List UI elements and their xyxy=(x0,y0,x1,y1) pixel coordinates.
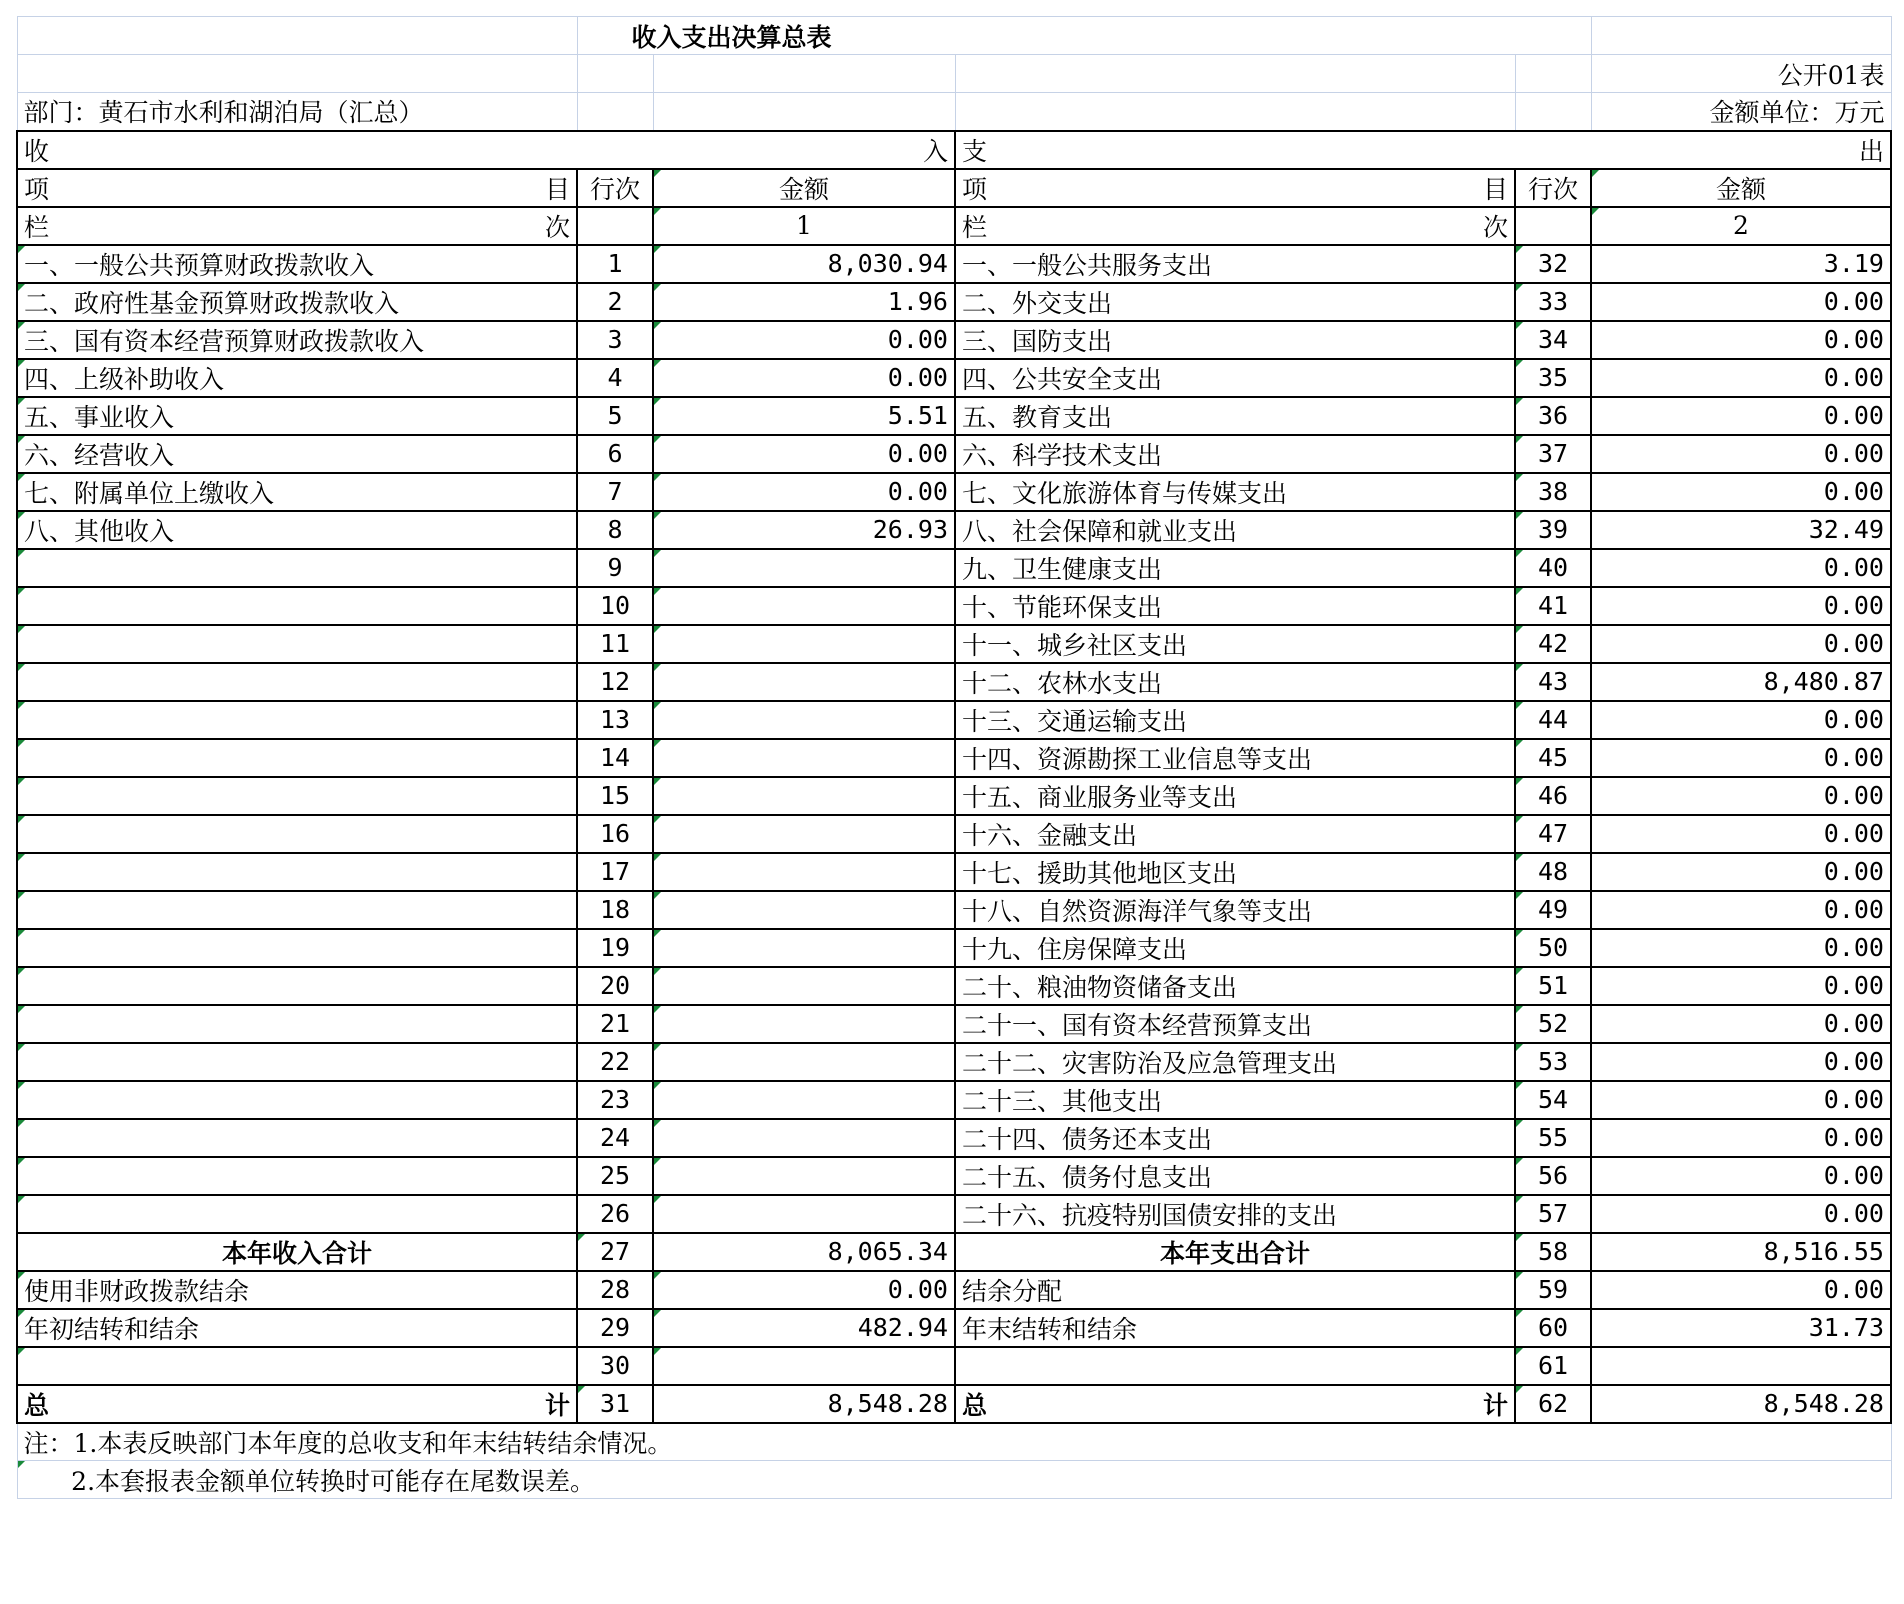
expense-row-number[interactable]: 53 xyxy=(1515,1043,1591,1081)
expense-column-header[interactable] xyxy=(955,207,1515,245)
income-amount-cell[interactable] xyxy=(653,587,955,625)
income-row-number[interactable]: 2 xyxy=(577,283,653,321)
expense-item-cell[interactable]: 十六、金融支出 xyxy=(955,815,1515,853)
expense-row-number[interactable]: 51 xyxy=(1515,967,1591,1005)
income-col-number[interactable]: 1 xyxy=(653,207,955,245)
income-item-cell[interactable] xyxy=(17,549,577,587)
income-section-header[interactable] xyxy=(17,131,955,169)
expense-item-cell[interactable]: 七、文化旅游体育与传媒支出 xyxy=(955,473,1515,511)
expense-row-number[interactable]: 54 xyxy=(1515,1081,1591,1119)
table-row xyxy=(17,549,1891,587)
expense-row-number[interactable]: 62 xyxy=(1515,1385,1591,1423)
note-text[interactable]: 注：1.本表反映部门本年度的总收支和年末结转结余情况。 xyxy=(17,1423,1891,1461)
col-header-left: 栏 xyxy=(24,212,50,242)
expense-amount-cell[interactable]: 0.00 xyxy=(1591,701,1891,739)
income-row-number[interactable]: 24 xyxy=(577,1119,653,1157)
income-item-cell[interactable] xyxy=(17,853,577,891)
income-item-cell[interactable]: 二、政府性基金预算财政拨款收入 xyxy=(17,283,577,321)
income-row-number[interactable]: 18 xyxy=(577,891,653,929)
item-header-right: 目 xyxy=(1482,174,1508,204)
income-row-number[interactable]: 4 xyxy=(577,359,653,397)
income-item-cell[interactable] xyxy=(17,1005,577,1043)
income-item-cell[interactable] xyxy=(17,1043,577,1081)
income-row-number[interactable]: 11 xyxy=(577,625,653,663)
income-row-number[interactable]: 7 xyxy=(577,473,653,511)
expense-row-number[interactable]: 41 xyxy=(1515,587,1591,625)
table-row xyxy=(17,397,1891,435)
table-row xyxy=(17,1309,1891,1347)
empty-cell[interactable] xyxy=(577,207,653,245)
expense-row-number[interactable]: 38 xyxy=(1515,473,1591,511)
expense-item-cell[interactable]: 十九、住房保障支出 xyxy=(955,929,1515,967)
expense-row-number[interactable]: 52 xyxy=(1515,1005,1591,1043)
expense-amount-cell[interactable]: 0.00 xyxy=(1591,1119,1891,1157)
income-row-number[interactable]: 16 xyxy=(577,815,653,853)
income-amount-cell[interactable]: 0.00 xyxy=(653,1271,955,1309)
col-header-left: 栏 xyxy=(962,212,988,242)
expense-item-cell[interactable]: 十五、商业服务业等支出 xyxy=(955,777,1515,815)
income-row-number[interactable]: 26 xyxy=(577,1195,653,1233)
expense-row-number[interactable]: 32 xyxy=(1515,245,1591,283)
expense-amount-cell[interactable]: 0.00 xyxy=(1591,815,1891,853)
expense-amount-cell[interactable]: 0.00 xyxy=(1591,1195,1891,1233)
empty-cell[interactable] xyxy=(1515,93,1591,131)
income-amount-cell[interactable] xyxy=(653,663,955,701)
income-item-cell[interactable] xyxy=(17,1195,577,1233)
expense-row-number[interactable]: 37 xyxy=(1515,435,1591,473)
empty-cell[interactable] xyxy=(17,17,577,55)
expense-rowno-header[interactable]: 行次 xyxy=(1515,169,1591,207)
empty-cell[interactable] xyxy=(653,93,955,131)
table-row xyxy=(17,663,1891,701)
income-amount-cell[interactable]: 1.96 xyxy=(653,283,955,321)
expense-amount-cell[interactable]: 0.00 xyxy=(1591,625,1891,663)
expense-amount-cell[interactable]: 0.00 xyxy=(1591,929,1891,967)
empty-cell[interactable] xyxy=(577,93,653,131)
expense-amount-cell[interactable]: 31.73 xyxy=(1591,1309,1891,1347)
income-row-number[interactable]: 9 xyxy=(577,549,653,587)
expense-grand-total-label[interactable] xyxy=(955,1385,1515,1423)
income-grand-total-amount[interactable]: 8,548.28 xyxy=(653,1385,955,1423)
income-row-number[interactable]: 22 xyxy=(577,1043,653,1081)
grand-total-right: 计 xyxy=(544,1390,570,1420)
expense-amount-cell[interactable]: 0.00 xyxy=(1591,777,1891,815)
item-header-left: 项 xyxy=(24,174,50,204)
grand-total-right: 计 xyxy=(1482,1390,1508,1420)
income-amount-cell[interactable] xyxy=(653,625,955,663)
income-amount-cell[interactable] xyxy=(653,1005,955,1043)
income-row-number[interactable]: 12 xyxy=(577,663,653,701)
income-item-cell[interactable]: 五、事业收入 xyxy=(17,397,577,435)
income-row-number[interactable]: 13 xyxy=(577,701,653,739)
income-item-cell[interactable]: 七、附属单位上缴收入 xyxy=(17,473,577,511)
empty-cell[interactable] xyxy=(955,93,1515,131)
expense-year-total-amount[interactable]: 8,516.55 xyxy=(1591,1233,1891,1271)
expense-item-cell[interactable]: 二十六、抗疫特别国债安排的支出 xyxy=(955,1195,1515,1233)
expense-item-cell[interactable]: 八、社会保障和就业支出 xyxy=(955,511,1515,549)
income-row-number[interactable]: 14 xyxy=(577,739,653,777)
income-amount-cell[interactable] xyxy=(653,739,955,777)
income-row-number[interactable]: 30 xyxy=(577,1347,653,1385)
expense-row-number[interactable]: 35 xyxy=(1515,359,1591,397)
income-item-cell[interactable] xyxy=(17,1081,577,1119)
expense-item-header[interactable] xyxy=(955,169,1515,207)
expense-amount-cell[interactable]: 32.49 xyxy=(1591,511,1891,549)
expense-item-cell[interactable]: 十二、农林水支出 xyxy=(955,663,1515,701)
expense-col-number[interactable]: 2 xyxy=(1591,207,1891,245)
income-row-number[interactable]: 6 xyxy=(577,435,653,473)
expense-amount-cell[interactable]: 0.00 xyxy=(1591,359,1891,397)
income-amount-cell[interactable]: 8,030.94 xyxy=(653,245,955,283)
form-code[interactable]: 公开01表 xyxy=(1591,55,1891,93)
income-row-number[interactable]: 31 xyxy=(577,1385,653,1423)
expense-row-number[interactable]: 43 xyxy=(1515,663,1591,701)
expense-amount-cell[interactable]: 0.00 xyxy=(1591,1157,1891,1195)
table-row xyxy=(17,283,1891,321)
income-row-number[interactable]: 19 xyxy=(577,929,653,967)
expense-item-cell[interactable]: 十七、援助其他地区支出 xyxy=(955,853,1515,891)
expense-item-cell[interactable]: 三、国防支出 xyxy=(955,321,1515,359)
income-amount-cell[interactable]: 482.94 xyxy=(653,1309,955,1347)
income-amount-cell[interactable] xyxy=(653,1043,955,1081)
income-item-cell[interactable] xyxy=(17,1119,577,1157)
income-item-cell[interactable] xyxy=(17,701,577,739)
empty-cell[interactable] xyxy=(17,55,577,93)
expense-row-number[interactable]: 45 xyxy=(1515,739,1591,777)
income-item-cell[interactable]: 年初结转和结余 xyxy=(17,1309,577,1347)
expense-item-cell[interactable]: 六、科学技术支出 xyxy=(955,435,1515,473)
expense-item-cell[interactable]: 十八、自然资源海洋气象等支出 xyxy=(955,891,1515,929)
income-amount-cell[interactable] xyxy=(653,1157,955,1195)
income-item-cell[interactable]: 一、一般公共预算财政拨款收入 xyxy=(17,245,577,283)
table-row xyxy=(17,815,1891,853)
expense-item-cell[interactable]: 四、公共安全支出 xyxy=(955,359,1515,397)
expense-item-cell[interactable]: 二十二、灾害防治及应急管理支出 xyxy=(955,1043,1515,1081)
income-amount-cell[interactable]: 0.00 xyxy=(653,473,955,511)
table-row xyxy=(17,1195,1891,1233)
note-row xyxy=(17,1423,1891,1461)
table-row xyxy=(17,245,1891,283)
income-row-number[interactable]: 10 xyxy=(577,587,653,625)
income-row-number[interactable]: 28 xyxy=(577,1271,653,1309)
expense-header-left: 支 xyxy=(962,136,988,166)
expense-row-number[interactable]: 55 xyxy=(1515,1119,1591,1157)
expense-amount-cell[interactable]: 0.00 xyxy=(1591,1271,1891,1309)
expense-item-cell[interactable]: 二十、粮油物资储备支出 xyxy=(955,967,1515,1005)
table-row xyxy=(17,967,1891,1005)
income-grand-total-label[interactable] xyxy=(17,1385,577,1423)
expense-amount-cell[interactable]: 0.00 xyxy=(1591,967,1891,1005)
expense-row-number[interactable]: 33 xyxy=(1515,283,1591,321)
expense-item-cell[interactable]: 结余分配 xyxy=(955,1271,1515,1309)
income-item-cell[interactable] xyxy=(17,777,577,815)
expense-row-number[interactable]: 34 xyxy=(1515,321,1591,359)
expense-row-number[interactable]: 49 xyxy=(1515,891,1591,929)
income-row-number[interactable]: 1 xyxy=(577,245,653,283)
income-row-number[interactable]: 21 xyxy=(577,1005,653,1043)
income-amount-cell[interactable]: 26.93 xyxy=(653,511,955,549)
income-amount-cell[interactable] xyxy=(653,853,955,891)
income-row-number[interactable]: 23 xyxy=(577,1081,653,1119)
table-row xyxy=(17,1347,1891,1385)
department-label[interactable]: 部门：黄石市水利和湖泊局（汇总） xyxy=(17,93,577,131)
income-row-number[interactable]: 20 xyxy=(577,967,653,1005)
income-item-cell[interactable] xyxy=(17,891,577,929)
income-column-header[interactable] xyxy=(17,207,577,245)
expense-item-cell[interactable]: 二十一、国有资本经营预算支出 xyxy=(955,1005,1515,1043)
income-amount-cell[interactable]: 0.00 xyxy=(653,359,955,397)
income-item-cell[interactable] xyxy=(17,663,577,701)
table-row xyxy=(17,359,1891,397)
table-row xyxy=(17,435,1891,473)
income-item-cell[interactable] xyxy=(17,967,577,1005)
income-amount-header[interactable]: 金额 xyxy=(653,169,955,207)
income-year-total-label[interactable]: 本年收入合计 xyxy=(17,1233,577,1271)
expense-row-number[interactable]: 50 xyxy=(1515,929,1591,967)
expense-amount-cell[interactable]: 0.00 xyxy=(1591,397,1891,435)
income-item-cell[interactable] xyxy=(17,1347,577,1385)
expense-amount-cell[interactable]: 0.00 xyxy=(1591,739,1891,777)
table-row xyxy=(17,739,1891,777)
income-row-number[interactable]: 25 xyxy=(577,1157,653,1195)
expense-item-cell[interactable]: 二十三、其他支出 xyxy=(955,1081,1515,1119)
income-item-cell[interactable]: 使用非财政拨款结余 xyxy=(17,1271,577,1309)
expense-item-cell[interactable]: 五、教育支出 xyxy=(955,397,1515,435)
empty-cell[interactable] xyxy=(1515,207,1591,245)
expense-item-cell[interactable]: 九、卫生健康支出 xyxy=(955,549,1515,587)
income-year-total-amount[interactable]: 8,065.34 xyxy=(653,1233,955,1271)
income-item-cell[interactable] xyxy=(17,1157,577,1195)
income-amount-cell[interactable] xyxy=(653,1119,955,1157)
income-item-cell[interactable] xyxy=(17,587,577,625)
item-header-left: 项 xyxy=(962,174,988,204)
income-row-number[interactable]: 8 xyxy=(577,511,653,549)
expense-row-number[interactable]: 59 xyxy=(1515,1271,1591,1309)
expense-amount-cell[interactable]: 0.00 xyxy=(1591,1005,1891,1043)
income-item-cell[interactable]: 三、国有资本经营预算财政拨款收入 xyxy=(17,321,577,359)
expense-amount-cell[interactable]: 3.19 xyxy=(1591,245,1891,283)
expense-row-number[interactable]: 36 xyxy=(1515,397,1591,435)
expense-item-cell[interactable]: 年末结转和结余 xyxy=(955,1309,1515,1347)
income-header-right: 入 xyxy=(922,136,948,166)
expense-row-number[interactable]: 46 xyxy=(1515,777,1591,815)
expense-row-number[interactable]: 47 xyxy=(1515,815,1591,853)
expense-item-cell[interactable]: 十四、资源勘探工业信息等支出 xyxy=(955,739,1515,777)
table-row xyxy=(17,587,1891,625)
table-row xyxy=(17,777,1891,815)
income-item-cell[interactable]: 六、经营收入 xyxy=(17,435,577,473)
income-amount-cell[interactable] xyxy=(653,1347,955,1385)
table-row xyxy=(17,321,1891,359)
income-amount-cell[interactable] xyxy=(653,891,955,929)
expense-amount-cell[interactable] xyxy=(1591,1347,1891,1385)
table-row xyxy=(17,1043,1891,1081)
table-row xyxy=(17,701,1891,739)
expense-amount-cell[interactable]: 8,480.87 xyxy=(1591,663,1891,701)
expense-row-number[interactable]: 39 xyxy=(1515,511,1591,549)
expense-item-cell[interactable]: 十一、城乡社区支出 xyxy=(955,625,1515,663)
expense-amount-cell[interactable]: 0.00 xyxy=(1591,1043,1891,1081)
table-row xyxy=(17,1119,1891,1157)
income-amount-cell[interactable] xyxy=(653,549,955,587)
empty-cell[interactable] xyxy=(653,55,955,93)
expense-amount-cell[interactable]: 0.00 xyxy=(1591,473,1891,511)
income-amount-cell[interactable] xyxy=(653,967,955,1005)
expense-item-cell[interactable]: 十、节能环保支出 xyxy=(955,587,1515,625)
income-amount-cell[interactable] xyxy=(653,1195,955,1233)
income-header-left: 收 xyxy=(24,136,50,166)
expense-item-cell[interactable]: 十三、交通运输支出 xyxy=(955,701,1515,739)
expense-row-number[interactable]: 40 xyxy=(1515,549,1591,587)
income-rowno-header[interactable]: 行次 xyxy=(577,169,653,207)
expense-row-number[interactable]: 56 xyxy=(1515,1157,1591,1195)
expense-amount-cell[interactable]: 0.00 xyxy=(1591,435,1891,473)
empty-cell[interactable] xyxy=(955,55,1515,93)
grand-total-left: 总 xyxy=(24,1390,50,1420)
income-item-cell[interactable]: 八、其他收入 xyxy=(17,511,577,549)
expense-row-number[interactable]: 42 xyxy=(1515,625,1591,663)
expense-amount-cell[interactable]: 0.00 xyxy=(1591,587,1891,625)
expense-amount-cell[interactable]: 0.00 xyxy=(1591,1081,1891,1119)
table-row xyxy=(17,473,1891,511)
table-row xyxy=(17,929,1891,967)
income-row-number[interactable]: 5 xyxy=(577,397,653,435)
expense-amount-cell[interactable]: 0.00 xyxy=(1591,321,1891,359)
expense-row-number[interactable]: 61 xyxy=(1515,1347,1591,1385)
income-amount-cell[interactable] xyxy=(653,777,955,815)
income-row-number[interactable]: 29 xyxy=(577,1309,653,1347)
grand-total-left: 总 xyxy=(962,1390,988,1420)
income-item-cell[interactable] xyxy=(17,815,577,853)
income-item-cell[interactable] xyxy=(17,625,577,663)
income-amount-cell[interactable]: 5.51 xyxy=(653,397,955,435)
expense-header-right: 出 xyxy=(1858,136,1884,166)
table-row xyxy=(17,853,1891,891)
unit-label[interactable]: 金额单位：万元 xyxy=(1591,93,1891,131)
income-amount-cell[interactable] xyxy=(653,1081,955,1119)
expense-item-cell[interactable]: 二十四、债务还本支出 xyxy=(955,1119,1515,1157)
spreadsheet-table xyxy=(16,16,1892,1499)
table-row xyxy=(17,1005,1891,1043)
col-header-right: 次 xyxy=(1482,212,1508,242)
income-row-number[interactable]: 17 xyxy=(577,853,653,891)
expense-amount-header[interactable]: 金额 xyxy=(1591,169,1891,207)
table-row xyxy=(17,625,1891,663)
table-row xyxy=(17,1157,1891,1195)
income-item-cell[interactable] xyxy=(17,739,577,777)
grand-total-row xyxy=(17,1385,1891,1423)
item-header-right: 目 xyxy=(544,174,570,204)
expense-row-number[interactable]: 44 xyxy=(1515,701,1591,739)
expense-row-number[interactable]: 48 xyxy=(1515,853,1591,891)
income-amount-cell[interactable] xyxy=(653,701,955,739)
expense-row-number[interactable]: 58 xyxy=(1515,1233,1591,1271)
expense-section-header[interactable] xyxy=(955,131,1891,169)
expense-grand-total-amount[interactable]: 8,548.28 xyxy=(1591,1385,1891,1423)
income-amount-cell[interactable]: 0.00 xyxy=(653,321,955,359)
empty-cell[interactable] xyxy=(1591,17,1891,55)
note-text[interactable]: 2.本套报表金额单位转换时可能存在尾数误差。 xyxy=(17,1461,1891,1499)
table-row xyxy=(17,1271,1891,1309)
expense-row-number[interactable]: 60 xyxy=(1515,1309,1591,1347)
income-row-number[interactable]: 3 xyxy=(577,321,653,359)
expense-amount-cell[interactable]: 0.00 xyxy=(1591,891,1891,929)
table-row xyxy=(17,511,1891,549)
income-item-cell[interactable]: 四、上级补助收入 xyxy=(17,359,577,397)
expense-item-cell[interactable]: 一、一般公共服务支出 xyxy=(955,245,1515,283)
empty-cell[interactable] xyxy=(1515,55,1591,93)
income-amount-cell[interactable] xyxy=(653,929,955,967)
expense-amount-cell[interactable]: 0.00 xyxy=(1591,853,1891,891)
expense-item-cell[interactable]: 二十五、债务付息支出 xyxy=(955,1157,1515,1195)
income-amount-cell[interactable]: 0.00 xyxy=(653,435,955,473)
sheet-title[interactable]: 收入支出决算总表 xyxy=(577,17,1591,55)
year-total-row xyxy=(17,1233,1891,1271)
empty-cell[interactable] xyxy=(577,55,653,93)
income-row-number[interactable]: 15 xyxy=(577,777,653,815)
col-header-right: 次 xyxy=(544,212,570,242)
expense-year-total-label[interactable]: 本年支出合计 xyxy=(955,1233,1515,1271)
expense-item-cell[interactable]: 二、外交支出 xyxy=(955,283,1515,321)
expense-amount-cell[interactable]: 0.00 xyxy=(1591,549,1891,587)
expense-row-number[interactable]: 57 xyxy=(1515,1195,1591,1233)
income-row-number[interactable]: 27 xyxy=(577,1233,653,1271)
expense-amount-cell[interactable]: 0.00 xyxy=(1591,283,1891,321)
income-item-header[interactable] xyxy=(17,169,577,207)
expense-item-cell[interactable] xyxy=(955,1347,1515,1385)
note-row xyxy=(17,1461,1891,1499)
income-amount-cell[interactable] xyxy=(653,815,955,853)
income-item-cell[interactable] xyxy=(17,929,577,967)
table-row xyxy=(17,1081,1891,1119)
table-row xyxy=(17,891,1891,929)
